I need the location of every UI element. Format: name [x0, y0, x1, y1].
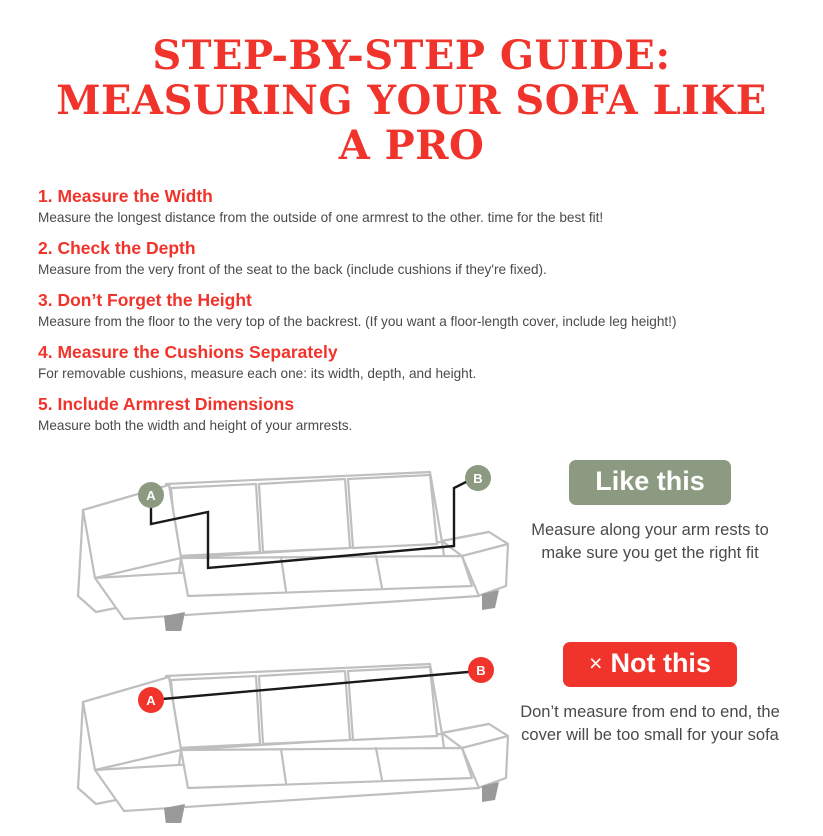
step-body-2: Measure from the very front of the seat to the back (include cushions if they're fixed).	[38, 262, 547, 278]
svg-text:B: B	[473, 471, 483, 487]
title-line-2: MEASURING YOUR SOFA LIKE A PRO	[56, 76, 767, 169]
marker-a-incorrect	[138, 687, 164, 713]
step-heading-2: 2. Check the Depth	[38, 238, 196, 259]
step-item-4	[38, 342, 785, 383]
step-item-1	[38, 186, 785, 227]
svg-text:B: B	[476, 663, 486, 679]
step-heading-5: 5. Include Armrest Dimensions	[38, 394, 295, 415]
example-like-this	[515, 460, 785, 565]
step-heading-3: 3. Don’t Forget the Height	[38, 290, 252, 311]
step-heading-4: 4. Measure the Cushions Separately	[38, 342, 338, 363]
steps-list	[38, 186, 785, 435]
marker-b-incorrect	[468, 657, 494, 683]
sofa-diagram-incorrect-svg	[38, 638, 528, 823]
not-this-ribbon	[563, 642, 737, 686]
marker-b-correct	[465, 465, 491, 491]
page-title	[38, 0, 785, 168]
illustration-area	[38, 446, 785, 836]
like-this-ribbon	[569, 460, 731, 504]
not-this-caption: Don’t measure from end to end, the cover will be too small for your sofa	[520, 702, 780, 745]
svg-text:A: A	[146, 693, 156, 709]
example-not-this	[515, 642, 785, 747]
marker-a-correct	[138, 482, 164, 508]
step-body-3: Measure from the floor to the very top of the backrest. (If you want a floor-length cover, include leg height!)	[38, 314, 677, 330]
title-line-1: STEP-BY-STEP GUIDE:	[152, 32, 671, 79]
step-heading-1: 1. Measure the Width	[38, 186, 213, 207]
like-this-label: Like this	[595, 466, 705, 497]
step-item-2	[38, 238, 785, 279]
step-item-5	[38, 394, 785, 435]
step-item-3	[38, 290, 785, 331]
step-body-1: Measure the longest distance from the outside of one armrest to the other. time for the best fit!	[38, 210, 604, 226]
sofa-illustration-correct	[38, 446, 528, 636]
step-body-5: Measure both the width and height of your armrests.	[38, 418, 353, 434]
not-this-label: Not this	[610, 648, 711, 679]
sofa-diagram-correct-svg	[38, 446, 528, 631]
sofa-illustration-incorrect	[38, 638, 528, 828]
step-body-4: For removable cushions, measure each one: its width, depth, and height.	[38, 366, 477, 382]
svg-text:A: A	[146, 488, 156, 504]
like-this-caption: Measure along your arm rests to make sure you get the right fit	[531, 520, 769, 563]
close-icon: ×	[589, 650, 603, 677]
